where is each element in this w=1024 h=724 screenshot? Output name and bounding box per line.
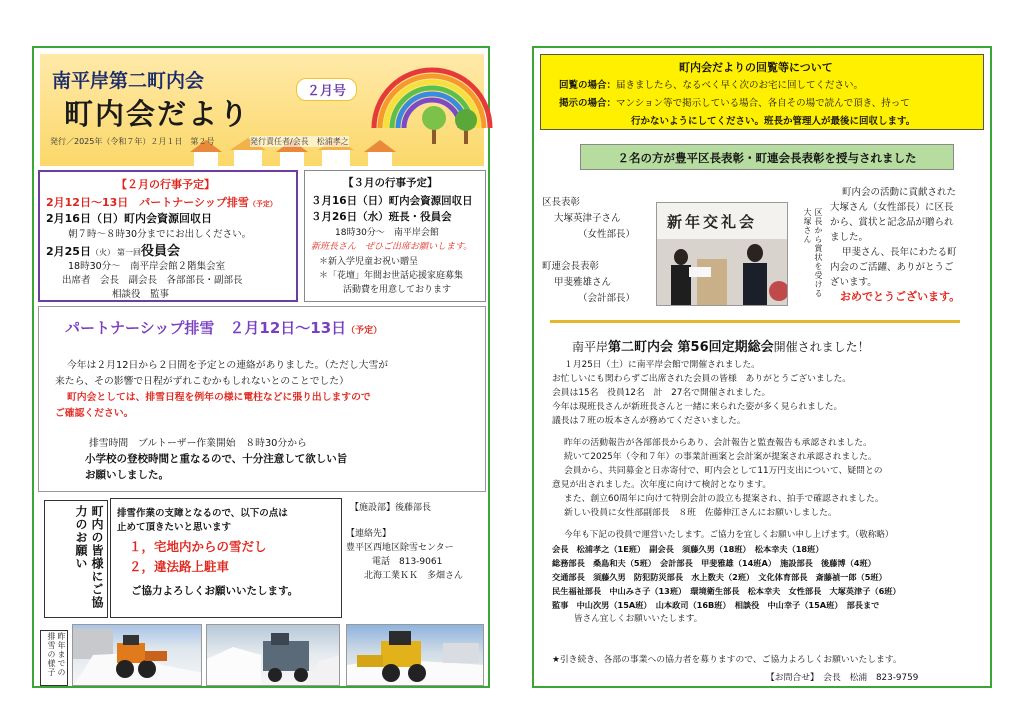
snow-p3c: お願いしました。	[85, 469, 169, 481]
officer-line: 民生福祉部長 中山みさ子（13班） 環境衛生部長 松本幸夫 女性部長 大塚英津子（6班）	[552, 586, 901, 596]
meeting-title	[572, 336, 870, 355]
photo-caption-vertical: 昨年までの排雪の様子	[40, 630, 68, 686]
request-vertical: 町内の皆様にご協力のお願い	[44, 500, 108, 618]
award-p5: 甲斐さん、長年にわたる町	[842, 247, 957, 258]
photo-vertical-caption: 区長から賞状を受ける大塚さん	[803, 208, 823, 298]
officer-line: 総務部長 桑島和夫（5班） 会計部長 甲斐雅雄（14班A） 施設部長 後藤博（4班）	[552, 558, 876, 568]
snow-p2b: ご確認ください。	[55, 408, 134, 419]
meeting-line	[552, 428, 982, 436]
mar-line1: ３月16日（日）町内会資源回収日	[311, 195, 473, 207]
mar-line5: ＊新入学児童お祝い贈呈	[319, 257, 419, 267]
award-photo	[656, 202, 788, 306]
meeting-closing: ★引き続き、各部の事業への協力者を募りますので、ご協力よろしくお願いいたします。	[552, 655, 902, 665]
right-page	[532, 46, 992, 688]
award-p1: 町内会の活動に貢献された	[842, 187, 957, 198]
circulation-notice	[540, 54, 984, 130]
left-page	[32, 46, 490, 688]
mar-line3: 18時30分～ 南平岸会館	[335, 228, 439, 238]
snow-headline-main: パートナーシップ排雪 ２月12日～13日	[65, 319, 347, 337]
circulation-row2	[559, 95, 910, 109]
meeting-title-main: 第二町内会 第56回定期総会	[608, 340, 774, 355]
award-banner: ２名の方が豊平区長表彰・町連会長表彰を授与されました	[580, 144, 954, 170]
meeting-line: また、創立60周年に向けて特別会計の設立も提案され、拍手で確認されました。	[564, 494, 884, 504]
contact-line2: 電話 813-9061	[372, 557, 443, 567]
meeting-inquiry: 【お問合せ】 会長 松浦 823-9759	[766, 673, 919, 683]
meeting-line: 今年も下記の役員で運営いたします。ご協力を宜しくお願い申し上げます。（敬称略）	[564, 530, 894, 540]
meeting-line: 議長は７班の坂本さんが務めてくださいました。	[552, 416, 746, 426]
award-l2: 大塚英津子さん	[554, 213, 621, 224]
meeting-title-pre: 南平岸	[572, 340, 609, 354]
contact-line3: 北海工業ＫＫ 多畑さん	[364, 571, 464, 581]
mar-line4: 新班長さん ぜひご出席お願いします。	[311, 242, 473, 252]
snow-p2a: 町内会としては、排雪日程を例年の様に電柱などに張り出しますので	[67, 392, 371, 403]
feb-line1-main: 2月12日～13日 パートナーシップ排雪	[46, 196, 249, 209]
award-p6: 内会のご活躍、ありがとうご	[830, 262, 954, 273]
mar-line2: ３月26日（水）班長・役員会	[311, 211, 452, 223]
meeting-line: 昨年の活動報告が各部部長からあり、会計報告と監査報告も承認されました。	[564, 438, 872, 448]
feb-line4-main: 役員会	[140, 244, 180, 259]
snow-photo-1	[72, 624, 202, 686]
meeting-line: 続いて2025年（令和７年）の事業計画案と会計案が提案され承認されました。	[564, 452, 877, 462]
publish-info: 発行／2025年（令和７年）２月１日 第２号	[50, 137, 215, 146]
meeting-line: 新しい役員に女性部副部長 ８班 佐藤伸江さんにお願いしました。	[564, 508, 837, 518]
award-l5: 甲斐雅雄さん	[554, 277, 612, 288]
org-name: 南平岸第二町内会	[52, 70, 205, 92]
circulation-row1	[559, 77, 863, 91]
feb-line3: 朝７時～８時30分までにお出しください。	[68, 229, 252, 240]
meeting-title-post: 開催されました！	[773, 340, 870, 354]
officer-line: 皆さん宜しくお願いいたします。	[574, 614, 703, 624]
request-thanks: ご協力よろしくお願いいたします。	[131, 585, 299, 597]
circulation-row2-cont: 行かないようにしてください。班長か管理人が最後に回収します。	[631, 116, 916, 127]
gold-divider	[550, 320, 960, 323]
facility-dept: 【施設部】後藤部長	[350, 503, 432, 513]
issue-month: ２月号	[296, 78, 357, 101]
feb-line6: 出席者 会長 副会長 各部部長・副部長	[62, 275, 243, 286]
wheel-loader-icon	[347, 625, 484, 686]
feb-events-box	[38, 170, 298, 302]
officer-line: 会長 松浦孝之（1E班） 副会長 須藤久男（18班） 松本幸夫（18班）	[552, 544, 824, 554]
publisher: 発行責任者/会長 松浦孝之	[250, 137, 349, 146]
feb-line4	[46, 240, 180, 259]
award-l4: 町連会長表彰	[542, 261, 600, 272]
mar-line7: 活動費を用意しております	[343, 285, 452, 295]
feb-line4-small: 第一回	[116, 248, 141, 257]
meeting-line: 会員から、共同募金と日赤寄付で、町内会として11万円支出について、疑問との	[564, 466, 883, 476]
snow-section	[38, 306, 486, 492]
masthead	[40, 54, 484, 166]
award-congrats: おめでとうございます。	[840, 290, 961, 303]
officer-line: 交通部長 須藤久男 防犯防災部長 水上数夫（2班） 文化体育部長 斎藤禎一郎（5班）	[552, 572, 887, 582]
meeting-line: 意見が出されました。次年度に向けて検討となります。	[552, 480, 772, 490]
feb-line4-wd: （火）	[90, 248, 115, 257]
snow-p1b: 来たら、その影響で日程がずれこむかもしれないとのことでした）	[55, 376, 349, 387]
trees-icon	[420, 100, 484, 144]
feb-line4-date: 2月25日	[46, 245, 91, 258]
award-p7: ざいます。	[830, 277, 877, 288]
snow-photo-2	[206, 624, 340, 686]
contact-line1: 豊平区西地区除雪センター	[346, 543, 454, 553]
meeting-body	[552, 358, 982, 626]
photo-sign: 新年交礼会	[667, 213, 758, 231]
award-p2: 大塚さん（女性部長）に区長	[830, 202, 954, 213]
feb-line2: 2月16日（日）町内会資源回収日	[46, 212, 212, 225]
snow-photo-3	[346, 624, 484, 686]
snow-headline-note: （予定）	[346, 326, 383, 336]
circulation-row1-text: 届きましたら、なるべく早く次のお宅に回してください。	[616, 80, 864, 91]
request-item1: １，宅地内からの雪だし	[129, 539, 267, 554]
snow-headline	[65, 317, 382, 338]
request-item2: ２，違法路上駐車	[129, 559, 230, 574]
officer-line: 監事 中山次男（15A班） 山本政司（16B班） 相談役 中山幸子（15A班） 部長まで	[552, 600, 880, 610]
contact-heading: 【連絡先】	[346, 529, 392, 539]
circulation-title: 町内会だよりの回覧等について	[679, 61, 833, 74]
request-line2: 止めて頂きたいと思います	[117, 522, 232, 533]
award-l3: （女性部長）	[578, 229, 636, 240]
feb-line7: 相談役 監事	[112, 289, 170, 300]
feb-line1	[46, 194, 277, 210]
mar-line6: ＊「花壇」年間お世話応援家庭募集	[319, 271, 464, 281]
award-p3: から、賞状と記念品が贈られ	[830, 217, 954, 228]
request-line1: 排雪作業の支障となるので、以下の点は	[117, 508, 288, 519]
award-l1: 区長表彰	[542, 197, 581, 208]
snow-p3a: 排雪時間 ブルトーザー作業開始 ８時30分から	[89, 438, 307, 449]
circulation-row1-label: 回覧の場合：	[559, 80, 617, 91]
request-box	[110, 498, 342, 618]
snow-p3b: 小学校の登校時間と重なるので、十分注意して欲しい旨	[85, 453, 348, 465]
meeting-line: お忙しいにも関わらずご出席された会員の皆様 ありがとうございました。	[552, 374, 852, 384]
dump-truck-icon	[207, 625, 340, 686]
meeting-line: 今年は現班長さんが新班長さんと一緒に来られた姿が多く見られました。	[552, 402, 843, 412]
mar-heading: 【３月の行事予定】	[343, 177, 438, 189]
circulation-row2-label: 掲示の場合：	[559, 98, 617, 109]
circulation-row2-text: マンション等で掲示している場合、各自その場で読んで頂き、持って	[616, 98, 910, 109]
snowplow-icon	[73, 625, 202, 686]
award-p4: ました。	[830, 232, 869, 243]
mar-events-box	[304, 170, 486, 302]
feb-line5: 18時30分～ 南平岸会館２階集会室	[68, 261, 226, 272]
award-l6: （会計部長）	[578, 293, 636, 304]
meeting-line: 会員は15名 役員12名 計 27名で開催されました。	[552, 388, 771, 398]
feb-line1-note: （予定）	[248, 200, 277, 208]
feb-heading: 【２月の行事予定】	[116, 178, 215, 191]
meeting-line: １月25日（土）に南平岸会館で開催されました。	[564, 360, 760, 370]
snow-p1a: 今年は２月12日から２日間を予定との連絡がありました。（ただし大雪が	[67, 360, 389, 371]
meeting-line	[552, 520, 982, 528]
newsletter-title: 町内会だより	[64, 97, 251, 131]
